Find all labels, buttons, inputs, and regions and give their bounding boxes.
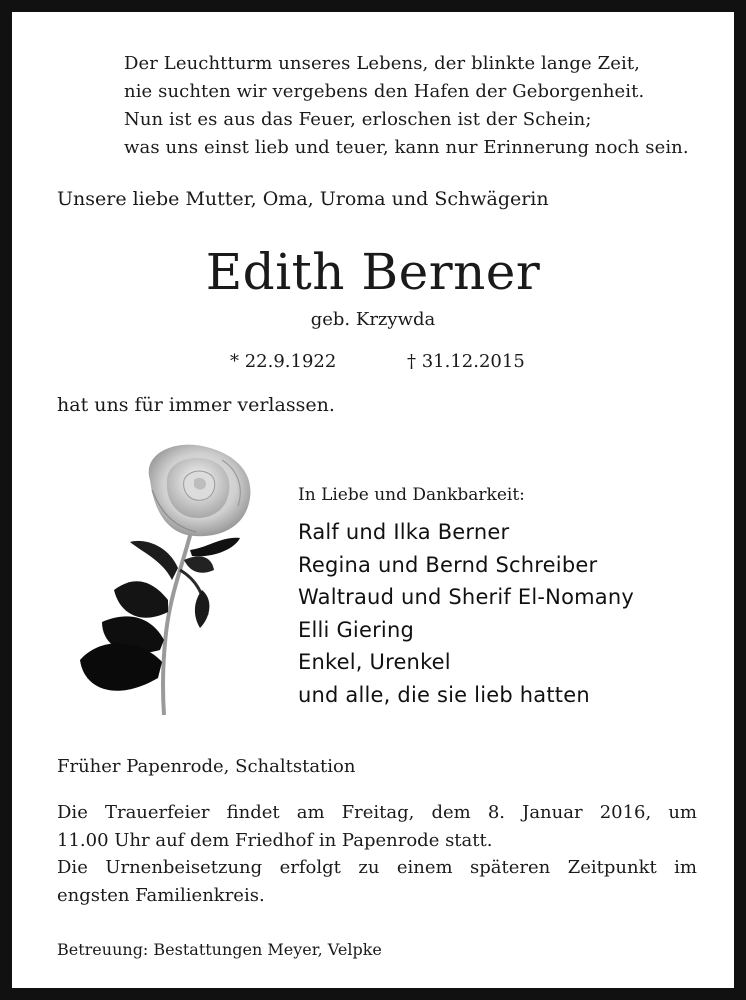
service-info: [57, 799, 697, 909]
list-item: und alle, die sie lieb hatten: [298, 682, 590, 707]
poem-line: was uns einst lieb und teuer, kann nur Erinnerung noch sein.: [124, 137, 689, 158]
list-item: Enkel, Urenkel: [298, 650, 451, 675]
list-item: Ralf und Ilka Berner: [298, 520, 510, 544]
formerly-text: Früher Papenrode, Schaltstation: [57, 756, 356, 777]
poem-line: Der Leuchtturm unseres Lebens, der blinkte lange Zeit,: [124, 53, 640, 74]
mourners-heading: In Liebe und Dankbarkeit:: [298, 485, 525, 505]
funeral-home-text: Betreuung: Bestattungen Meyer, Velpke: [57, 940, 382, 959]
maiden-name: geb. Krzywda: [310, 309, 436, 330]
rose-icon: [72, 440, 262, 725]
service-line: Die Urnenbeisetzung erfolgt zu einem späteren Zeitpunkt im: [57, 857, 697, 878]
deceased-name: Edith Berner: [205, 243, 541, 301]
service-line: engsten Familienkreis.: [57, 884, 265, 906]
left-us-text: hat uns für immer verlassen.: [57, 394, 335, 416]
death-date: † 31.12.2015: [407, 351, 525, 372]
list-item: Regina und Bernd Schreiber: [298, 552, 598, 577]
memorial-poem: [124, 50, 724, 162]
intro-text: Unsere liebe Mutter, Oma, Uroma und Schwägerin: [57, 188, 549, 210]
list-item: Elli Giering: [298, 617, 414, 642]
mourners-list: [298, 516, 634, 712]
service-line: Die Trauerfeier findet am Freitag, dem 8. Januar 2016, um: [57, 802, 697, 823]
service-line: 11.00 Uhr auf dem Friedhof in Papenrode statt.: [57, 829, 493, 851]
list-item: Waltraud und Sherif El-Nomany: [298, 585, 634, 610]
poem-line: Nun ist es aus das Feuer, erloschen ist der Schein;: [124, 109, 592, 130]
poem-line: nie suchten wir vergebens den Hafen der Geborgenheit.: [124, 81, 645, 102]
birth-date: * 22.9.1922: [230, 351, 337, 372]
